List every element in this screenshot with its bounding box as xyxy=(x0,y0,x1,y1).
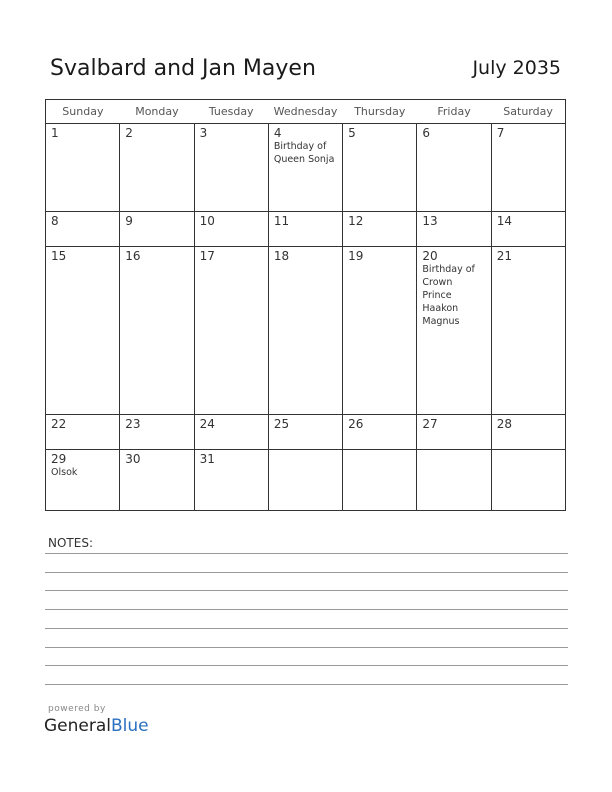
day-cell xyxy=(417,212,491,247)
notes-line xyxy=(45,572,568,573)
day-number: 16 xyxy=(125,248,141,263)
day-number: 15 xyxy=(51,248,67,263)
day-cell xyxy=(46,414,120,449)
holiday-label: Queen Sonja xyxy=(273,154,335,165)
day-cell xyxy=(46,212,120,247)
day-cell xyxy=(268,246,342,414)
holiday-label: Prince xyxy=(422,289,452,301)
day-number: 18 xyxy=(273,248,290,263)
notes-label: NOTES: xyxy=(48,536,93,550)
day-number: 9 xyxy=(125,214,133,229)
day-number: 30 xyxy=(125,451,141,466)
day-cell xyxy=(343,124,417,212)
weekday-header: Monday xyxy=(120,100,194,124)
day-number: 1 xyxy=(51,126,59,140)
day-number: 22 xyxy=(51,416,67,431)
day-number: 3 xyxy=(199,126,208,140)
generalblue-logo[interactable] xyxy=(44,716,149,736)
day-cell xyxy=(491,212,565,247)
day-cell xyxy=(120,246,194,414)
weekday-header: Thursday xyxy=(343,100,417,124)
day-cell xyxy=(46,246,120,414)
day-number: 31 xyxy=(199,451,215,466)
day-cell xyxy=(417,449,491,510)
day-number: 11 xyxy=(273,214,290,229)
notes-line xyxy=(45,665,568,666)
notes-line xyxy=(45,609,568,610)
day-cell xyxy=(120,449,194,510)
day-number: 6 xyxy=(422,126,431,140)
weekday-header: Wednesday xyxy=(268,100,342,124)
page-title: Svalbard and Jan Mayen xyxy=(50,56,316,81)
day-cell xyxy=(268,449,342,510)
week-row xyxy=(46,449,566,510)
day-number: 8 xyxy=(51,214,59,229)
holiday-label: Magnus xyxy=(422,315,460,327)
day-number: 13 xyxy=(422,214,438,229)
day-number: 17 xyxy=(199,248,215,263)
weekday-header: Saturday xyxy=(491,100,565,124)
day-number: 12 xyxy=(348,214,364,229)
week-row xyxy=(46,212,566,247)
day-cell xyxy=(194,212,268,247)
brand-part-blue: Blue xyxy=(111,716,149,736)
day-cell xyxy=(120,414,194,449)
day-cell xyxy=(194,449,268,510)
holiday-label: Birthday of xyxy=(273,141,327,152)
day-number: 20 xyxy=(422,248,438,263)
calendar-grid xyxy=(45,99,566,511)
day-number: 2 xyxy=(125,126,133,140)
month-label: July 2035 xyxy=(472,57,561,79)
day-cell xyxy=(343,212,417,247)
day-number: 27 xyxy=(422,416,438,431)
notes-line xyxy=(45,590,568,591)
day-cell xyxy=(120,124,194,212)
day-number: 19 xyxy=(348,248,364,263)
holiday-label: Birthday of xyxy=(422,263,475,275)
day-cell xyxy=(491,449,565,510)
day-cell xyxy=(194,414,268,449)
day-number: 10 xyxy=(199,214,215,229)
day-number: 21 xyxy=(496,248,512,263)
weekday-header: Sunday xyxy=(46,100,120,124)
day-cell xyxy=(46,124,120,212)
weekday-header-row xyxy=(46,100,566,124)
notes-line xyxy=(45,553,568,554)
weekday-header: Tuesday xyxy=(194,100,268,124)
notes-line xyxy=(45,628,568,629)
brand-part-general: General xyxy=(44,716,111,736)
day-number: 25 xyxy=(273,416,290,431)
week-row xyxy=(46,246,566,414)
day-cell xyxy=(343,246,417,414)
day-cell xyxy=(417,246,491,414)
day-number: 29 xyxy=(51,451,67,466)
day-number: 26 xyxy=(348,416,364,431)
day-cell xyxy=(417,124,491,212)
day-number: 28 xyxy=(496,416,512,431)
day-cell xyxy=(491,124,565,212)
day-number: 7 xyxy=(496,126,505,140)
day-number: 4 xyxy=(273,126,282,140)
day-number: 5 xyxy=(348,126,356,140)
day-cell xyxy=(194,246,268,414)
day-cell xyxy=(268,414,342,449)
notes-line xyxy=(45,647,568,648)
day-cell xyxy=(120,212,194,247)
day-cell xyxy=(46,449,120,510)
day-cell xyxy=(491,246,565,414)
weekday-header: Friday xyxy=(417,100,491,124)
holiday-label: Crown xyxy=(422,276,453,288)
day-number: 23 xyxy=(125,416,141,431)
week-row xyxy=(46,414,566,449)
day-cell xyxy=(343,449,417,510)
day-cell xyxy=(194,124,268,212)
day-cell xyxy=(491,414,565,449)
holiday-label: Olsok xyxy=(51,466,78,478)
day-cell xyxy=(417,414,491,449)
holiday-label: Haakon xyxy=(422,302,459,314)
day-cell xyxy=(343,414,417,449)
week-row xyxy=(46,124,566,212)
day-cell xyxy=(268,212,342,247)
day-number: 14 xyxy=(496,214,512,229)
day-number: 24 xyxy=(199,416,215,431)
day-cell xyxy=(268,124,342,212)
powered-by-text: powered by xyxy=(48,704,106,714)
notes-line xyxy=(45,684,568,685)
